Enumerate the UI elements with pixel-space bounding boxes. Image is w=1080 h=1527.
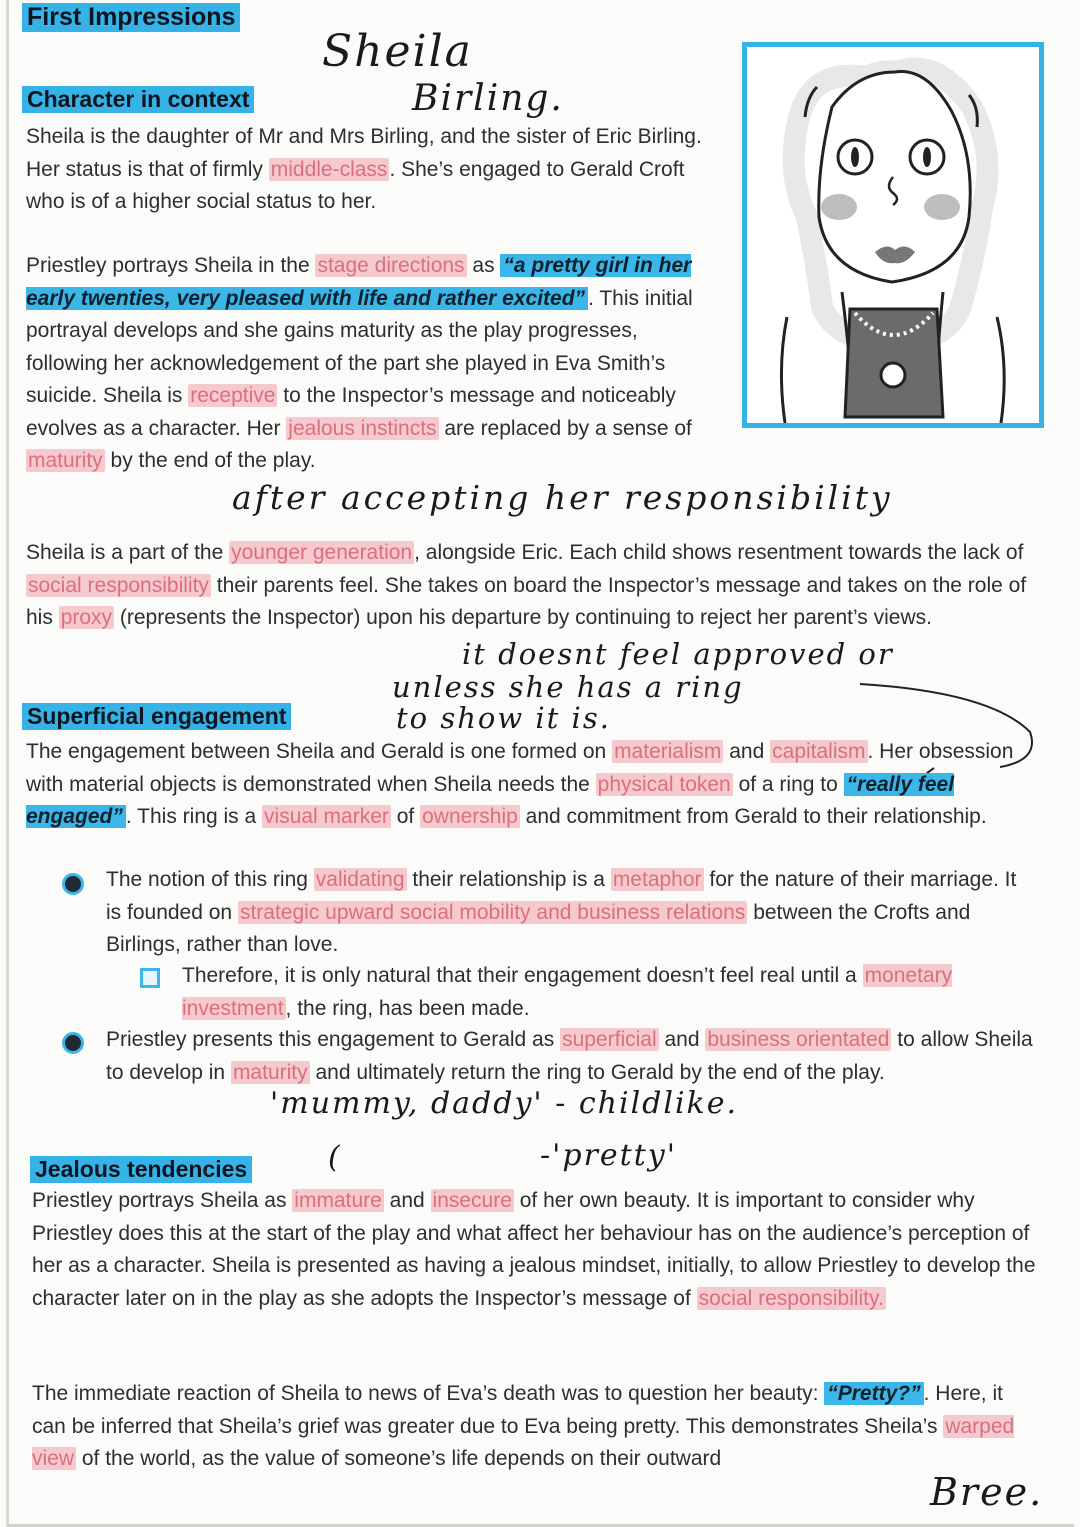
- engagement-bullet-1: The notion of this ring validating their relationship is a metaphor for the nature of their marriage. It is founded on strategic upward social mobility and business relations between the Crofts and Birlings, rather than love.: [106, 868, 1017, 956]
- page-title: First Impressions: [22, 3, 240, 32]
- handwritten-note-responsibility: after accepting her responsibility: [232, 478, 893, 517]
- sheila-portrait: [742, 42, 1044, 428]
- jealous-paragraph-2: The immediate reaction of Sheila to news of Eva’s death was to question her beauty: “Pretty?” . Here, it can be inferred that Sheila’s grief was greater due to Eva being pretty. This demonstrates Sheila’s warped view of the world, as the value of someone’s life depends on their outward: [32, 1382, 1015, 1470]
- context-paragraph-3: Sheila is a part of the younger generation, alongside Eric. Each child shows resentment towards the lack of social responsibility their parents feel. She takes on board the Inspector’s message and takes on the role of his proxy (represents the Inspector) upon his departure by continuing to reject her parent’s views.: [26, 541, 1027, 629]
- heading-jealous-tendencies: Jealous tendencies: [30, 1156, 252, 1183]
- handwritten-ring-note-2: unless she has a ring: [392, 670, 744, 704]
- handwritten-paren: (: [328, 1140, 342, 1175]
- bullet-dot-icon: [62, 873, 98, 895]
- engagement-bullet-2: Priestley presents this engagement to Gerald as superficial and business orientated to allow Sheila to develop in maturity and ultimately return the ring to Gerald by the end of the play.: [106, 1028, 1033, 1084]
- context-paragraph-1: Sheila is the daughter of Mr and Mrs Birling, and the sister of Eric Birling. Her status is that of firmly middle-class. She’s engaged to Gerald Croft who is of a higher social status to her.: [26, 125, 702, 213]
- portrait-drawing-icon: [747, 47, 1039, 423]
- context-paragraph-2: Priestley portrays Sheila in the stage directions as “a pretty girl in her early twenties, very pleased with life and rather excited” . This initial portrayal develops and she gains maturity as the play progresses, following her acknowledgement of the part she played in Eva Smith’s suicide. Sheila is receptive to the Inspector’s message and noticeably evolves as a character. Her jealous instincts are replaced by a sense of maturity by the end of the play.: [26, 254, 693, 472]
- engagement-sub-bullet: Therefore, it is only natural that their engagement doesn’t feel real until a monetary investment, the ring, has been made.: [182, 964, 953, 1020]
- signature: Bree.: [930, 1470, 1044, 1514]
- engagement-paragraph: The engagement between Sheila and Gerald is one formed on materialism and capitalism. Her obsession with material objects is demonstrated when Sheila needs the physical token of a ring to “really feel engaged” . This ring is a visual marker of ownership and commitment from Gerald to their relationship.: [26, 740, 1014, 828]
- handwritten-name-last: Birling.: [412, 78, 564, 119]
- handwritten-ring-note-1: it doesnt feel approved or: [462, 637, 894, 671]
- handwritten-childlike-note: 'mummy, daddy' - childlike.: [270, 1086, 739, 1121]
- heading-superficial-engagement: Superficial engagement: [22, 703, 291, 730]
- sub-bullet-square-icon: [140, 968, 174, 988]
- handwritten-ring-note-3: to show it is.: [396, 701, 611, 735]
- page-edge: [6, 0, 9, 1527]
- bullet-dot-icon-2: [62, 1032, 98, 1054]
- handwritten-pretty-note: -'pretty': [540, 1138, 677, 1173]
- jealous-paragraph-1: Priestley portrays Sheila as immature and insecure of her own beauty. It is important to consider why Priestley does this at the start of the play and what affect her behaviour has on the audience’s perception of her as a character. Sheila is presented as having a jealous mindset, initially, to allow Priestley to develop the character later on in the play as she adopts the Inspector’s message of social responsibility.: [32, 1189, 1036, 1310]
- heading-character-in-context: Character in context: [22, 86, 254, 113]
- handwritten-name-first: Sheila: [322, 26, 473, 77]
